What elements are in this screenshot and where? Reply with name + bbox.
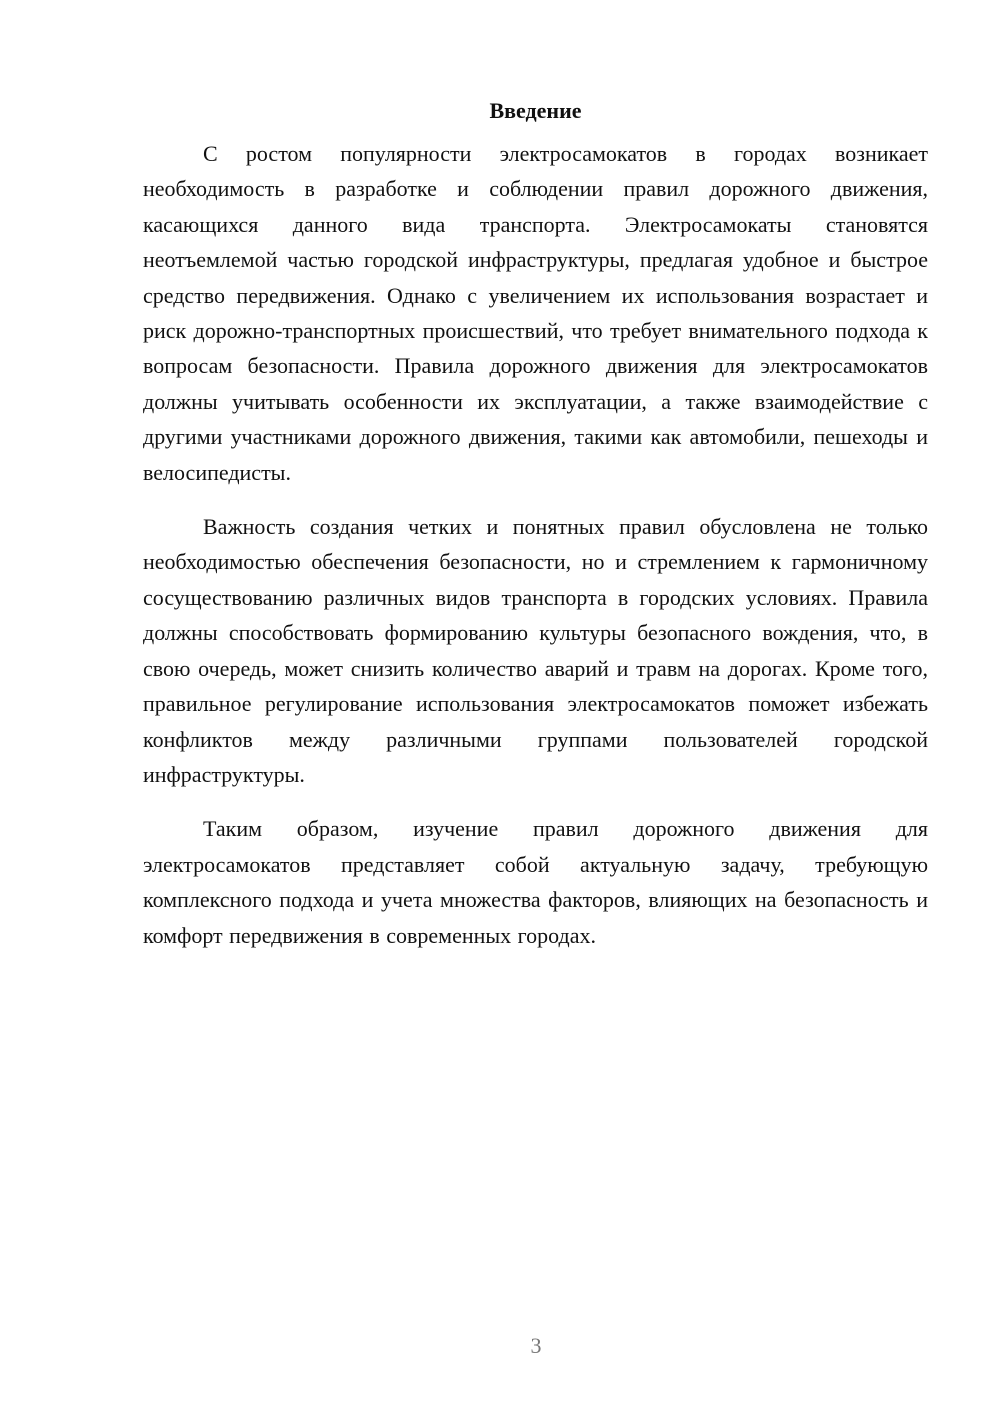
- paragraph-3: Таким образом, изучение правил дорожного движения для электросамокатов представляет собой актуальную задачу, требующую комплексного подхода и учета множества факторов, влияющих на безопасность и комфорт передвижения в современных городах.: [143, 816, 928, 948]
- page-number: 3: [530, 1333, 542, 1358]
- paragraph-2: Важность создания четких и понятных правил обусловлена не только необходимостью обеспечения безопасности, но и стремлением к гармоничному сосуществованию различных видов транспорта в городских условиях. Правила должны способствовать формированию культуры безопасного вождения, что, в свою очередь, может снизить количество аварий и травм на дорогах. Кроме того, правильное регулирование использования электросамокатов поможет избежать конфликтов между различными группами пользователей городской инфраструктуры.: [143, 514, 928, 787]
- section-heading: Введение: [489, 98, 582, 123]
- page-content: [143, 94, 928, 953]
- paragraph-1: С ростом популярности электросамокатов в городах возникает необходимость в разработке и соблюдении правил дорожного движения, касающихся данного вида транспорта. Электросамокаты становятся неотъемлемой частью городской инфраструктуры, предлагая удобное и быстрое средство передвижения. Однако с увеличением их использования возрастает и риск дорожно-транспортных происшествий, что требует внимательного подхода к вопросам безопасности. Правила дорожного движения для электросамокатов должны учитывать особенности их эксплуатации, а также взаимодействие с другими участниками дорожного движения, такими как автомобили, пешеходы и велосипедисты.: [143, 141, 928, 485]
